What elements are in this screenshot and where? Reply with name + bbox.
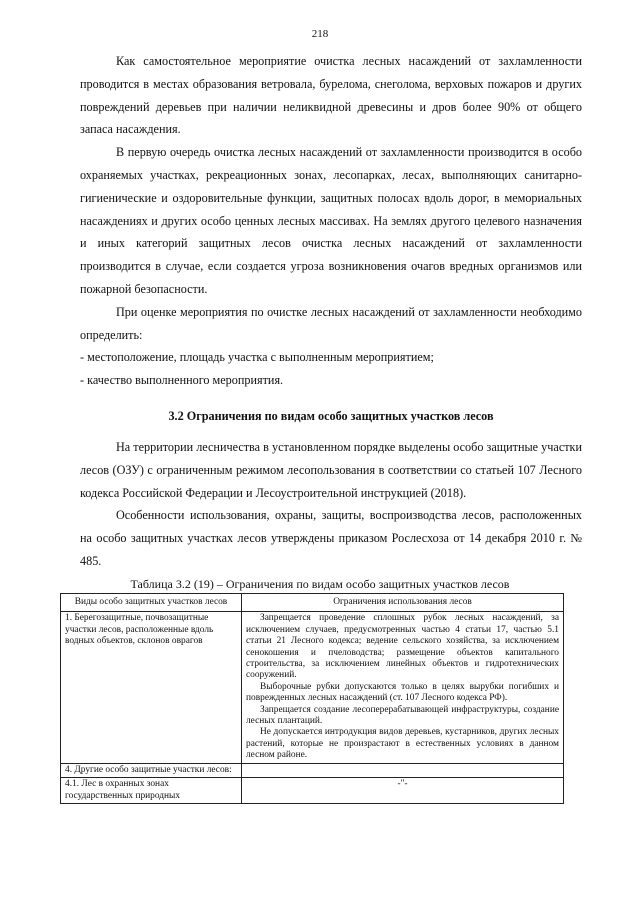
paragraph: При оценке мероприятия по очистке лесных насаждений от захламленности необходимо определить:: [80, 304, 582, 342]
paragraph: В первую очередь очистка лесных насаждений от захламленности производится в особо охраняемых участках, рекреационных зонах, лесопарках, лесах, выполняющих санитарно-гигиенические и оздоровительные функции, защитных полосах вдоль дорог, в мемориальных насаждениях и других особо ценных лесных массивах. На землях другого целевого назначения и иных категорий защитных лесов очистка лесных насаждений от захламленности производится в случае, если создается угроза возникновения очагов вредных организмов или пожарной безопасности.: [80, 145, 582, 296]
paragraph: Особенности использования, охраны, защиты, воспроизводства лесов, расположенных на особо защитных участках лесов утверждены приказом Рослесхоза от 14 декабря 2010 г. № 485.: [80, 508, 582, 568]
column-header-restrictions: Ограничения использования лесов: [242, 594, 564, 612]
table-cell-type: 1. Берегозащитные, почвозащитные участки лесов, расположенные вдоль водных объектов, склонов оврагов: [61, 612, 242, 763]
paragraph: Как самостоятельное мероприятие очистка лесных насаждений от захламленности проводится в местах образования ветровала, бурелома, снеголома, верховых пожаров и других повреждений деревьев при наличии неликвидной древесины и дров более 90% от общего запаса насаждения.: [80, 54, 582, 137]
paragraph: На территории лесничества в установленном порядке выделены особо защитные участки лесов (ОЗУ) с ограниченным режимом лесопользования в соответствии со статьей 107 Лесного кодекса Российской Федерации и Лесоустроительной инструкцией (2018).: [80, 439, 582, 500]
table-header-row: [61, 594, 564, 612]
restriction-text: Запрещается проведение сплошных рубок лесных насаждений, за исключением случаев, предусмотренных частью 4 статьи 17, частью 5.1 статьи 21 Лесного кодекса; ведение сельского хозяйства, за исключением сенокошения и пчеловодства; размещение объектов капитального строительства, за исключением линейных объектов и гидротехнических сооружений.: [246, 613, 559, 681]
table-cell-restrictions: [242, 763, 564, 777]
list-item: - местоположение, площадь участка с выполненным мероприятием;: [80, 350, 434, 365]
table-row: [61, 763, 564, 777]
restrictions-table: [60, 593, 564, 804]
restriction-text: Выборочные рубки допускаются только в целях вырубки погибших и поврежденных лесных насаждений (ст. 107 Лесного кодекса РФ).: [246, 681, 559, 704]
restriction-text: Не допускается интродукция видов деревьев, кустарников, других лесных растений, которые не произрастают в естественных условиях в данном лесном районе.: [246, 727, 559, 761]
section-heading: 3.2 Ограничения по видам особо защитных участков лесов: [168, 408, 494, 423]
table-cell-type: 4. Другие особо защитные участки лесов:: [61, 763, 242, 777]
table-caption: Таблица 3.2 (19) – Ограничения по видам особо защитных участков лесов: [130, 577, 510, 591]
list-item: - качество выполненного мероприятия.: [80, 373, 284, 388]
table-row: [61, 778, 564, 804]
table-cell-restrictions: [242, 612, 564, 763]
table-cell-type: 4.1. Лес в охранных зонах государственных природных: [61, 778, 242, 804]
table-row: [61, 612, 564, 763]
page-number: 218: [311, 28, 329, 40]
table-cell-restrictions: -"-: [242, 778, 564, 804]
body-text: [80, 50, 582, 573]
column-header-type: Виды особо защитных участков лесов: [61, 594, 242, 612]
restriction-text: Запрещается создание лесоперерабатывающей инфраструктуры, создание лесных плантаций.: [246, 704, 559, 727]
